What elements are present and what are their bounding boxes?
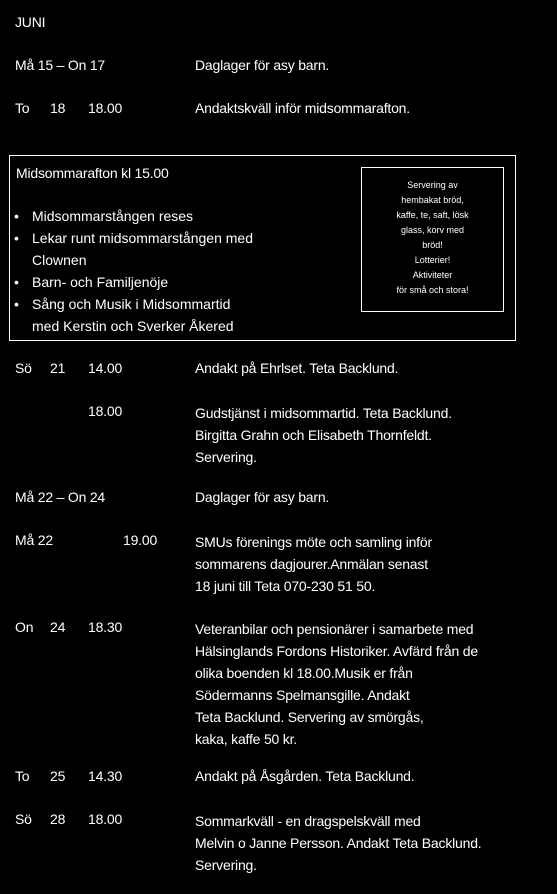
info-line: Aktiviteter bbox=[412, 270, 453, 280]
row-text: Andaktskväll inför midsommarafton. bbox=[195, 100, 410, 116]
row-time: 18.30 bbox=[88, 619, 123, 635]
row-text: Gudstjänst i midsommartid. Teta Backlund. Birgitta Grahn och Elisabeth Thornfeldt. Servering. bbox=[195, 405, 452, 465]
activity-item: • Barn- och Familjenöje bbox=[14, 271, 253, 293]
midsommar-activities-list bbox=[14, 205, 253, 337]
row-date: 18 bbox=[50, 100, 66, 116]
row-text: Daglager för asy barn. bbox=[195, 489, 330, 505]
row-text: Veteranbilar och pensionärer i samarbete med Hälsinglands Fordons Historiker. Avfärd från de olika boenden kl 18.00.Musik er från Södermanns Spelmansgille. Andakt Teta Backlund. Servering av smörgås, kaka, kaffe 50 kr. bbox=[195, 621, 478, 747]
info-line: Lotterier! bbox=[414, 255, 451, 265]
row-time: 14.00 bbox=[88, 360, 123, 376]
info-line: glass, korv med bbox=[400, 225, 465, 235]
activity-item: • Lekar runt midsommarstången med Clownen bbox=[14, 227, 253, 271]
servering-info-box bbox=[361, 167, 504, 312]
row-day: On bbox=[15, 619, 34, 635]
row-text: Daglager för asy barn. bbox=[195, 57, 330, 73]
bullet-icon: • bbox=[14, 296, 19, 312]
month-heading: JUNI bbox=[15, 14, 46, 30]
row-day: Må 15 – On 17 bbox=[15, 57, 106, 73]
row-time: 19.00 bbox=[123, 532, 158, 548]
info-line: för små och stora! bbox=[396, 285, 469, 295]
row-text: Andakt på Åsgården. Teta Backlund. bbox=[195, 768, 415, 784]
row-time: 18.00 bbox=[88, 403, 123, 419]
row-day: To bbox=[15, 100, 30, 116]
row-date: 25 bbox=[50, 768, 66, 784]
row-day: Sö bbox=[15, 360, 32, 376]
row-day: Må 22 bbox=[15, 532, 53, 548]
row-text: Andakt på Ehrlset. Teta Backlund. bbox=[195, 360, 399, 376]
row-day: Sö bbox=[15, 811, 32, 827]
row-time: 14.30 bbox=[88, 768, 123, 784]
activity-item: • Sång och Musik i Midsommartid med Kerstin och Sverker Åkered bbox=[14, 293, 253, 337]
info-line: bröd! bbox=[422, 240, 443, 250]
row-day: Må 22 – On 24 bbox=[15, 489, 106, 505]
row-day: To bbox=[15, 768, 30, 784]
activity-item: • Midsommarstången reses bbox=[14, 205, 253, 227]
bullet-icon: • bbox=[14, 274, 19, 290]
midsommar-heading: Midsommarafton kl 15.00 bbox=[16, 165, 169, 181]
bullet-icon: • bbox=[14, 230, 19, 246]
info-line: hembakat bröd, bbox=[401, 195, 464, 205]
info-line: Servering av bbox=[407, 180, 458, 190]
row-text: Sommarkväll - en dragspelskväll med Melvin o Janne Persson. Andakt Teta Backlund. Servering. bbox=[195, 813, 482, 873]
row-text: SMUs förenings möte och samling inför sommarens dagjourer.Anmälan senast 18 juni till Teta 070-230 51 50. bbox=[195, 534, 432, 594]
row-time: 18.00 bbox=[88, 100, 123, 116]
row-date: 24 bbox=[50, 619, 66, 635]
row-date: 28 bbox=[50, 811, 66, 827]
bullet-icon: • bbox=[14, 208, 19, 224]
info-line: kaffe, te, saft, lösk bbox=[396, 210, 469, 220]
row-time: 18.00 bbox=[88, 811, 123, 827]
row-date: 21 bbox=[50, 360, 66, 376]
